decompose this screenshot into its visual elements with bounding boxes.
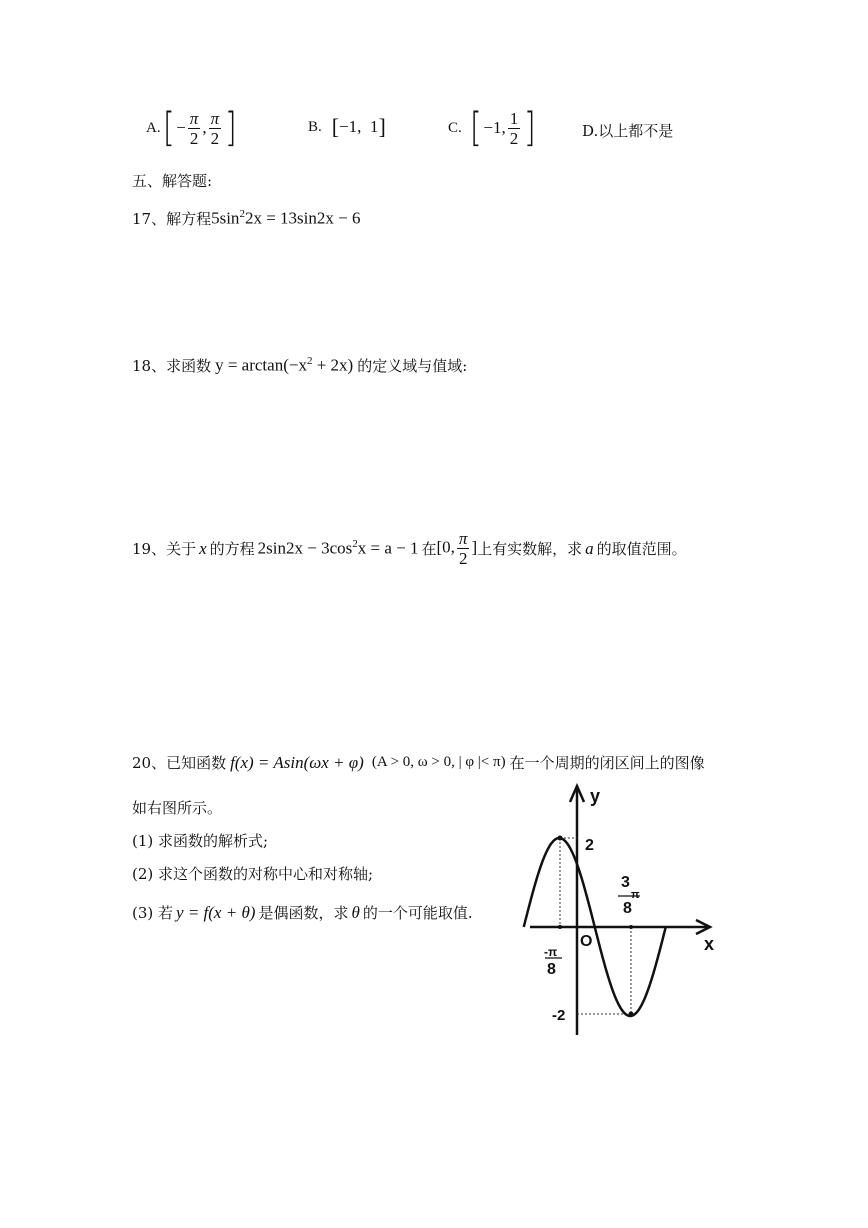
q20-suffix: 在一个周期的闭区间上的图像 (509, 754, 705, 772)
right-bracket: ] (225, 105, 237, 151)
q20-label: 20、已知函数 (132, 754, 227, 772)
option-c (448, 105, 538, 151)
option-d-text: 以上都不是 (598, 122, 674, 140)
left-bracket: [ (162, 105, 175, 151)
q20-sub2: (2) 求这个函数的对称中心和对称轴; (132, 865, 374, 883)
max-value-label: 2 (585, 837, 594, 854)
left-tick-num: -π (544, 945, 558, 959)
q17-label: 17、解方程 (132, 210, 212, 228)
q20-formula: f(x) = Asin(ωx + φ) (230, 752, 364, 772)
option-b-value: −1, 1 (339, 117, 379, 136)
fraction-pi-over-2: $\frac{\pi}{2}$ (458, 529, 468, 568)
question-20 (132, 752, 705, 773)
sine-graph (500, 780, 740, 1040)
option-c-neg1: −1, (483, 118, 506, 137)
q18-formula: $y = \arctan(-x^2 + 2x)$ (215, 355, 354, 375)
y-axis-label: y (590, 786, 601, 806)
max-point (558, 836, 563, 841)
q18-suffix: 的定义域与值域: (357, 357, 468, 375)
q18-label: 18、求函数 (132, 357, 212, 375)
section-heading: 五、解答题: (132, 172, 213, 190)
question-19: 19、关于 x 的方程 $2\sin 2x - 3\cos^2x = a - 1$ 在 [0, $\frac{\pi}{2}$ ] 上有实数解，求 a 的取值范围。 (132, 529, 687, 568)
q19-label: 19、关于 (132, 540, 197, 558)
option-a: A. [ − $\frac{\pi}{2}$ , $\frac{\pi}{2}$ ] (146, 105, 237, 151)
option-b: B. [ −1, 1 ] (308, 114, 386, 139)
minus-sign: − (176, 118, 186, 137)
right-tick-num-a: 3 (621, 874, 630, 891)
option-d-label: D. (582, 122, 599, 140)
right-bracket: ] (524, 105, 536, 151)
question-17 (132, 208, 360, 229)
min-value-label: -2 (552, 1007, 566, 1024)
fraction-pi-over-2: $\frac{\pi}{2}$ (210, 108, 220, 148)
x-axis-label: x (704, 934, 715, 954)
question-18 (132, 355, 467, 376)
q17-equation: $5\sin^22x = 13\sin 2x - 6$ (211, 208, 361, 228)
q19-equation: $2\sin 2x - 3\cos^2x = a - 1$ (257, 538, 419, 558)
fraction-pi-over-2: $\frac{\pi}{2}$ (189, 108, 199, 148)
right-tick-den: 8 (623, 900, 632, 917)
option-c-label: C. (448, 119, 462, 136)
fraction-one-half: $\frac{1}{2}$ (509, 108, 519, 148)
q20-conditions: (A > 0, ω > 0, | φ |< π) (371, 754, 506, 770)
option-b-label: B. (308, 118, 322, 135)
q20-sub1: (1) 求函数的解析式; (132, 832, 269, 850)
option-a-label: A. (146, 119, 161, 136)
left-tick-den: 8 (547, 961, 556, 978)
right-tick-num-b: π (631, 889, 640, 901)
left-tick-point (558, 925, 562, 929)
q19-interval: [0, $\frac{\pi}{2}$ ] (436, 529, 478, 568)
option-d (582, 120, 673, 141)
left-bracket: [ (469, 105, 482, 151)
origin-label: O (580, 933, 593, 950)
q20-sub3: (3) 若 y = f(x + θ) 是偶函数，求 θ 的一个可能取值. (132, 902, 473, 922)
right-tick-point (629, 925, 633, 929)
min-point (629, 1012, 634, 1017)
q20-line2: 如右图所示。 (132, 799, 223, 817)
